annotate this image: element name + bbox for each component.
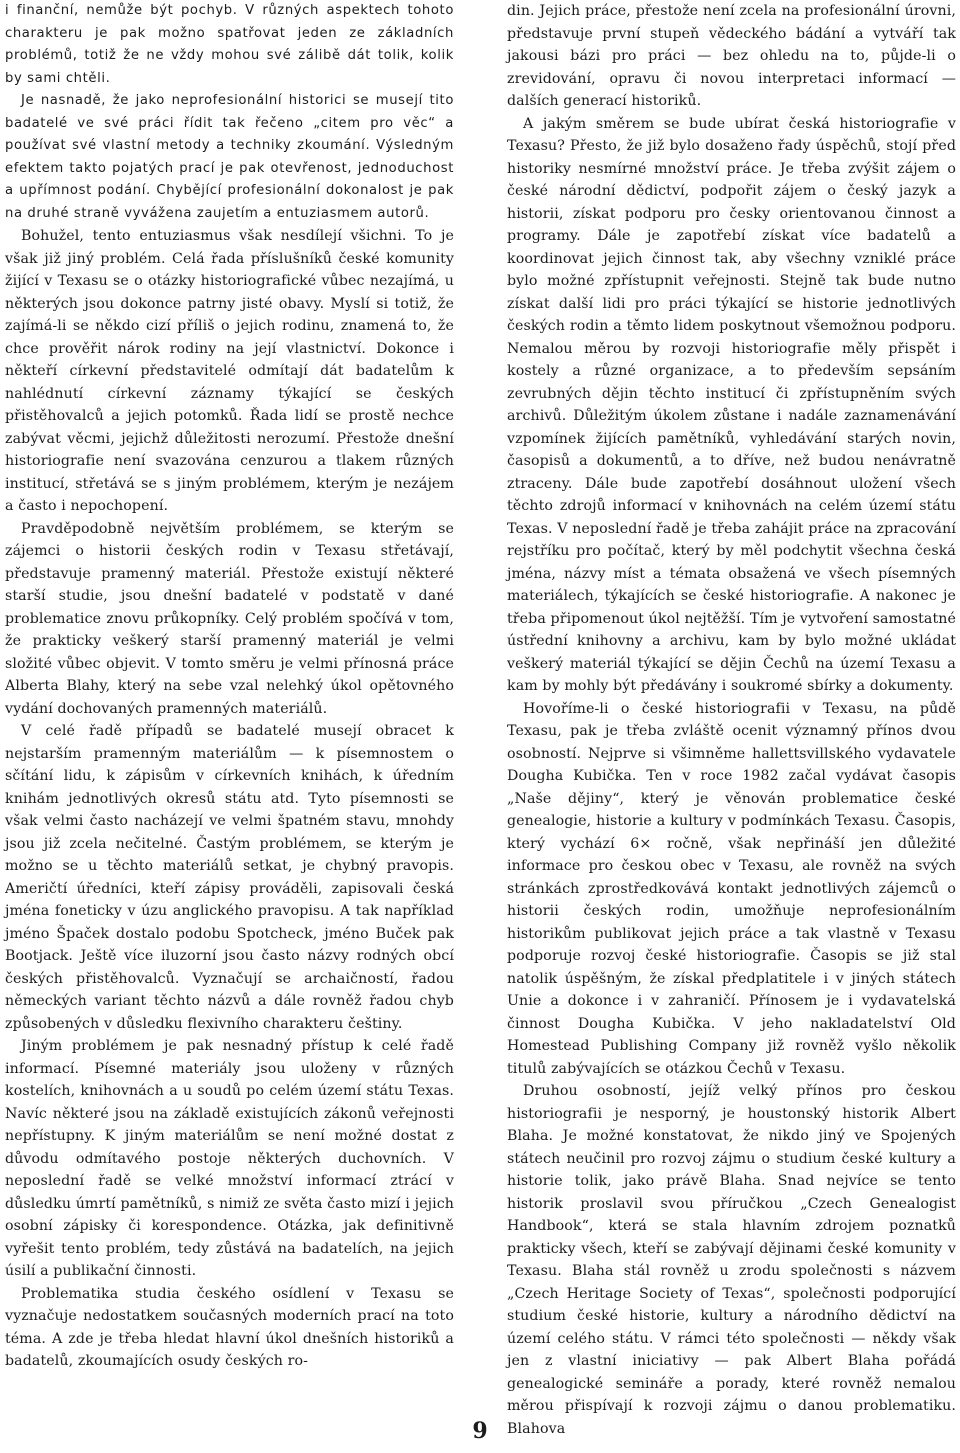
paragraph: V celé řadě případů se badatelé musejí obracet k nejstarším pramenným materiálům — k písemnostem o sčítání lidu, k zápisům v církevních knihách, k úředním knihám jednotlivých okresů státu atd. Tyto písemnosti se však velmi často nacházejí ve velmi špatném stavu, mnohdy jsou již zcela nečitelné. Častým problémem, se kterým je možno se u těchto materiálů setkat, je chybný pravopis. Američtí úředníci, kteří zápisy prováděli, zapisovali česká jména foneticky v úzu anglického pravopisu. A tak například jméno Špaček dostalo podobu Spotcheck, jméno Buček pak Bootjack. Ještě více iluzorní jsou často názvy rodných obcí českých přistěhovalců. Vyznačují se archaičností, řadou německých variant těchto názvů a dále rovněž řadou chyb způsobených v důsledku flexivního charakteru češtiny. — [5, 723, 454, 1032]
left-column — [5, 0, 454, 1373]
paragraph: Je nasnadě, že jako neprofesionální historici se musejí tito badatelé ve své práci řídit tak řečeno „citem pro věc“ a používat své vlastní metody a techniky zkoumání. Výsledným efektem takto pojatých prací je pak otevřenost, jednoduchost a upřímnost podání. Chybějící profesionální dokonalost je pak na druhé straně vyvážena zaujetím a entuziasmem autorů. — [5, 93, 454, 221]
paragraph: Druhou osobností, jejíž velký přínos pro českou historiografii je nesporný, je houstonský historik Albert Blaha. Je možné konstatovat, že nikdo jiný ve Spojených státech neučinil pro rozvoj zájmu o studium české kultury a historie tolik, jako právě Blaha. Snad nejvíce se tento historik proslavil svou příručkou „Czech Genealogist Handbook“, která se stala hlavním zdrojem poznatků prakticky všech, kteří se zabývají dějinami české komunity v Texasu. Blaha stál rovněž u zrodu společnosti s názvem „Czech Heritage Society of Texas“, společnosti podporující studium české historie, kultury a národního dědictví na území celého státu. V rámci této společnosti — někdy však jen z vlastní iniciativy — pak Albert Blaha pořádá genealogické semináře a porady, které rovněž nemalou měrou přispívají k rozvoji zájmu o danou problematiku. Blahova — [507, 1083, 956, 1437]
paragraph: i finanční, nemůže být pochyb. V různých aspektech tohoto charakteru je pak možno spatřovat jeden ze základních problémů, totiž že ne vždy mohou své zálibě dát tolik, kolik by sami chtěli. — [5, 3, 454, 86]
right-column — [507, 0, 956, 1440]
paragraph: Problematika studia českého osídlení v Texasu se vyznačuje nedostatkem současných moderních prací na toto téma. A zde je třeba hledat hlavní úkol dnešních historiků a badatelů, zkoumajících osudy českých ro- — [5, 1285, 454, 1369]
paragraph: din. Jejich práce, přestože není zcela na profesionální úrovni, představuje první stupeň vědeckého bádání a vytváří tak jakousi bázi pro práci — bez ohledu na to, půjde-li o zrevidování, opravu či novou interpretaci informací — dalších generací historiků. — [507, 3, 956, 109]
paragraph: Jiným problémem je pak nesnadný přístup k celé řadě informací. Písemné materiály jsou uloženy v různých kostelích, knihovnách a u soudů po celém území státu Texas. Navíc některé jsou na základě existujících zákonů veřejnosti nepřístupny. K jiným materiálům se není možné dostat z důvodu odmítavého postoje některých duchovních. V neposlední řadě se velké množství informací ztrácí v důsledku úmrtí pamětníků, s nimiž ze světa často mizí i jejich osobní zápisky či korespondence. Otázka, jak definitivně vyřešit tento problém, tedy zůstává na badatelích, na jejich úsilí a publikační činnosti. — [5, 1038, 454, 1279]
paragraph: Bohužel, tento entuziasmus však nesdílejí všichni. To je však již jiný problém. Celá řada příslušníků české komunity žijící v Texasu se o otázky historiografické vůbec nezajímá, u některých jsou dokonce patrny jisté obavy. Myslí si totiž, že zajímá-li se někdo cizí příliš o jejich rodinu, znamená to, že chce prověřit nárok rodiny na její vlastnictví. Dokonce i někteří církevní představitelé odmítají dát badatelům k nahlédnutí církevní záznamy týkající se českých přistěhovalců a jejich potomků. Řada lidí se prostě nechce zabývat věcmi, jejichž důležitosti nerozumí. Přestože dnešní historiografie není svazována cenzurou a tlakem různých institucí, střetává se s jiným problémem, kterým je nezájem a často i nepochopení. — [5, 228, 454, 514]
paragraph: Hovoříme-li o české historiografii v Texasu, na půdě Texasu, pak je třeba zvláště ocenit významný přínos dvou osobností. Nejprve si všimněme hallettsvillského vydavatele Dougha Kubička. Ten v roce 1982 začal vydávat časopis „Naše dějiny“, který je věnován problematice české genealogie, historie a kultury v podmínkách Texasu. Časopis, který vychází 6× ročně, však nepřináší jen důležité informace pro českou obec v Texasu, ale rovněž na svých stránkách zprostředkovává kontakt jednotlivých zájemců o historii českých rodin, umožňuje neprofesionálním historikům publikovat jejich práce a tak vlastně v Texasu podporuje rozvoj české historiografie. Časopis se již stal natolik úspěšným, že získal předplatitele i v jiných státech Unie a dokonce i v zahraničí. Přínosem je i vydavatelská činnost Dougha Kubička. V jeho nakladatelství Old Homestead Publishing Company již rovněž vyšlo několik titulů zabývajících se otázkou Čechů v Texasu. — [507, 700, 956, 1077]
paragraph: Pravděpodobně největším problémem, se kterým se zájemci o historii českých rodin v Texasu střetávají, představuje pramenný materiál. Přestože existují některé starší studie, jsou dnešní badatelé v podstatě v dané problematice znovu průkopníky. Celý problém spočívá v tom, že prakticky veškerý starší pramenný materiál je velmi složité vůbec objevit. V tomto směru je velmi přínosná práce Alberta Blahy, který na sebe vzal nelehký úkol opětovného vydání dochovaných pramenných materiálů. — [5, 520, 454, 717]
paragraph: A jakým směrem se bude ubírat česká historiografie v Texasu? Přesto, že již bylo dosaženo řady úspěchů, stojí před historiky nesmírné množství práce. Je třeba zvýšit zájem o české národní dědictví, podpořit zájem o český jazyk a historii, získat podporu pro česky orientovanou činnost a programy. Dále je zapotřebí získat více badatelů a koordinovat jejich činnost tak, aby všechny vzniklé práce bylo možné zpřístupnit veřejnosti. Stejně tak bude nutno získat další lidi pro práci týkající se historie jednotlivých českých rodin a těmto lidem poskytnout všemožnou podporu. Nemalou měrou by rozvoji historiografie měly přispět i kostely a různé organizace, a to především sepsáním zevrubných dějin těchto institucí či zpřístupněním svých archivů. Důležitým úkolem zůstane i nadále zaznamenávání vzpomínek žijících pamětníků, vyhledávání starých novin, časopisů a dokumentů, a to dříve, než budou nenávratně ztraceny. Dále bude zapotřebí dosáhnout uložení všech těchto zdrojů informací v knihovnách na celém území státu Texas. V neposlední řadě je třeba zahájit práce na zpracování rejstříku pro počítač, který by měl podchytit všechna česká jména, názvy míst a témata obsažená ve všech písemných materiálech, týkajících se české historiografie. A nakonec je třeba připomenout úkol nejtěžší. Tím je vytvoření samostatné ústřední knihovny a archivu, kam by bylo možné ukládat veškerý materiál týkající se dějin Čechů na území Texasu a kam by mohly být předávány i soukromé sbírky a dokumenty. — [507, 115, 956, 694]
page-number: 9 — [472, 1418, 488, 1444]
